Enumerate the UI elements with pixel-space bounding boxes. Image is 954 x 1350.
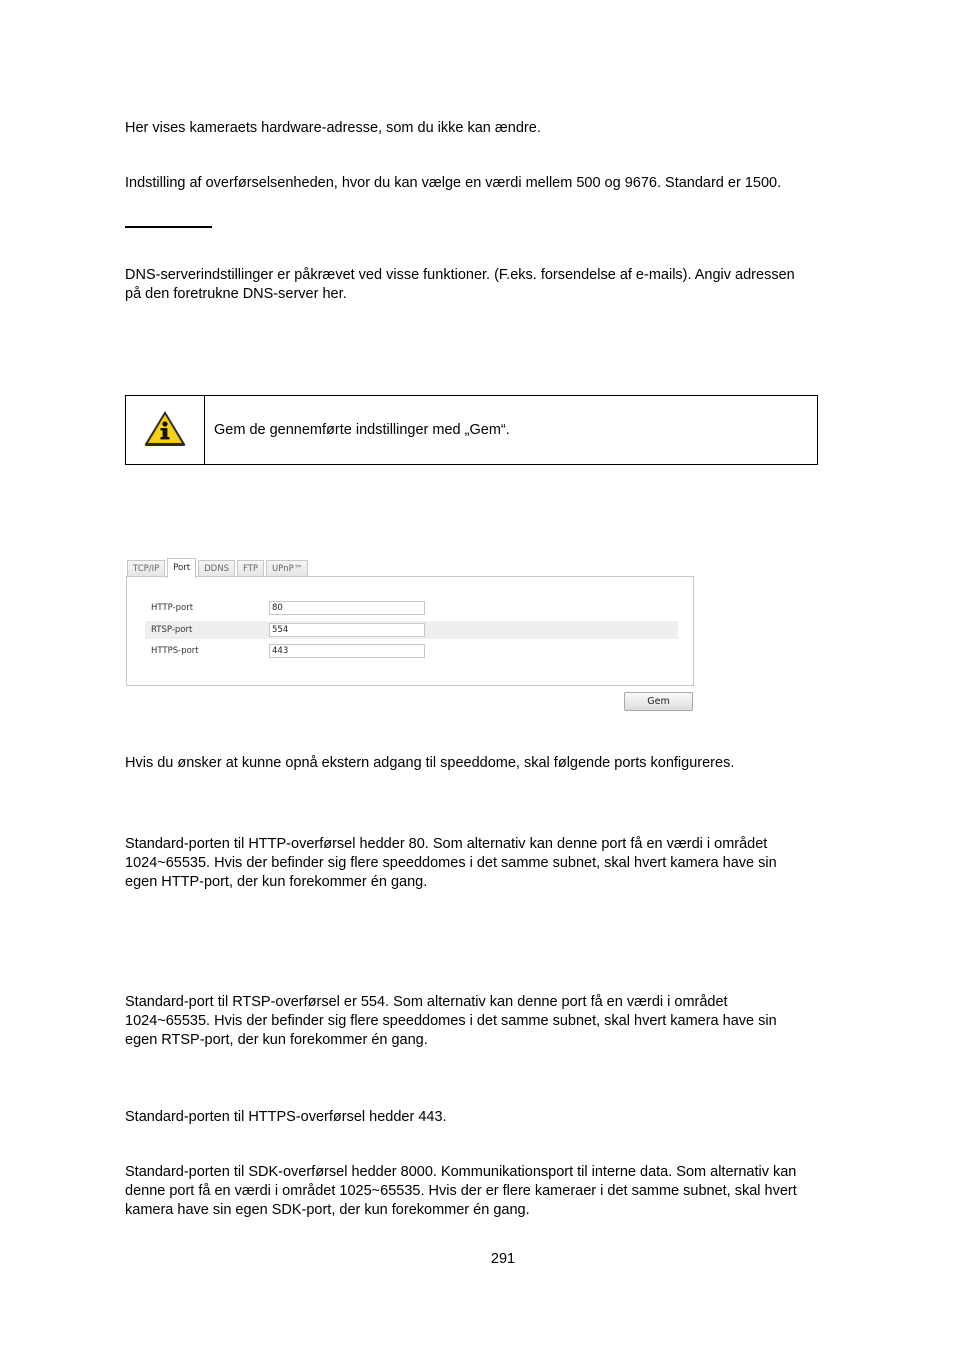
text-line: Standard-porten til HTTPS-overførsel hedder 443. [125, 1109, 447, 1125]
rtsp-port-input[interactable]: 554 [269, 623, 425, 637]
https-port-row [145, 642, 678, 660]
tab-upnp[interactable]: UPnP™ [266, 560, 308, 577]
text-line: på den foretrukne DNS-server her. [125, 286, 347, 302]
http-port-label: HTTP-port [151, 603, 194, 613]
text-line: egen RTSP-port, der kun forekommer én gang. [125, 1032, 428, 1048]
mac-description [125, 119, 875, 138]
text-line: Her vises kameraets hardware-adresse, som du ikke kan ændre. [125, 120, 541, 136]
text-line: Standard-porten til HTTP-overførsel hedder 80. Som alternativ kan denne port få en værdi i området [125, 836, 768, 852]
note-text: Gem de gennemførte indstillinger med „Gem“. [214, 422, 510, 438]
note-icon-cell [126, 396, 205, 464]
dns-description [125, 266, 875, 304]
tab-ddns[interactable]: DDNS [198, 560, 235, 577]
heading-underline [125, 226, 212, 228]
tab-tcpip[interactable]: TCP/IP [127, 560, 165, 577]
http-port-row [145, 599, 678, 617]
https-port-input[interactable]: 443 [269, 644, 425, 658]
text-line: Indstilling af overførselsenheden, hvor du kan vælge en værdi mellem 500 og 9676. Standard er 1500. [125, 175, 782, 191]
save-button[interactable]: Gem [624, 692, 693, 711]
port-settings-screenshot [125, 556, 695, 716]
text-line: Hvis du ønsker at kunne opnå ekstern adgang til speeddome, skal følgende ports konfigureres. [125, 755, 735, 771]
rtsp-port-label: RTSP-port [151, 625, 193, 635]
rtsp-port-row [145, 621, 678, 639]
sdk-port-description [125, 1163, 875, 1220]
tab-bar [127, 558, 310, 577]
https-port-label: HTTPS-port [151, 646, 199, 656]
text-line: denne port få en værdi i området 1025~65535. Hvis der er flere kameraer i det samme subnet, skal hvert [125, 1183, 797, 1199]
text-line: egen HTTP-port, der kun forekommer én gang. [125, 874, 428, 890]
tab-port[interactable]: Port [167, 558, 196, 578]
tab-ftp[interactable]: FTP [237, 560, 264, 577]
page-number: 291 [490, 1251, 516, 1267]
text-line: Standard-porten til SDK-overførsel hedder 8000. Kommunikationsport til interne data. Som alternativ kan [125, 1164, 797, 1180]
http-port-description [125, 835, 875, 892]
http-port-input[interactable]: 80 [269, 601, 425, 615]
text-line: 1024~65535. Hvis der befinder sig flere speeddomes i det samme subnet, skal hvert kamera have sin [125, 855, 777, 871]
info-warning-icon [143, 409, 187, 452]
text-line: DNS-serverindstillinger er påkrævet ved visse funktioner. (F.eks. forsendelse af e-mails). Angiv adressen [125, 267, 795, 283]
rtsp-port-description [125, 993, 875, 1050]
mtu-description [125, 174, 875, 193]
text-line: Standard-port til RTSP-overførsel er 554. Som alternativ kan denne port få en værdi i området [125, 994, 728, 1010]
text-line: kamera have sin egen SDK-port, der kun forekommer én gang. [125, 1202, 530, 1218]
note-box [125, 395, 818, 465]
port-settings-panel [126, 576, 694, 686]
text-line: 1024~65535. Hvis der befinder sig flere speeddomes i det samme subnet, skal hvert kamera have sin [125, 1013, 777, 1029]
https-port-description [125, 1108, 875, 1127]
port-intro [125, 754, 875, 773]
